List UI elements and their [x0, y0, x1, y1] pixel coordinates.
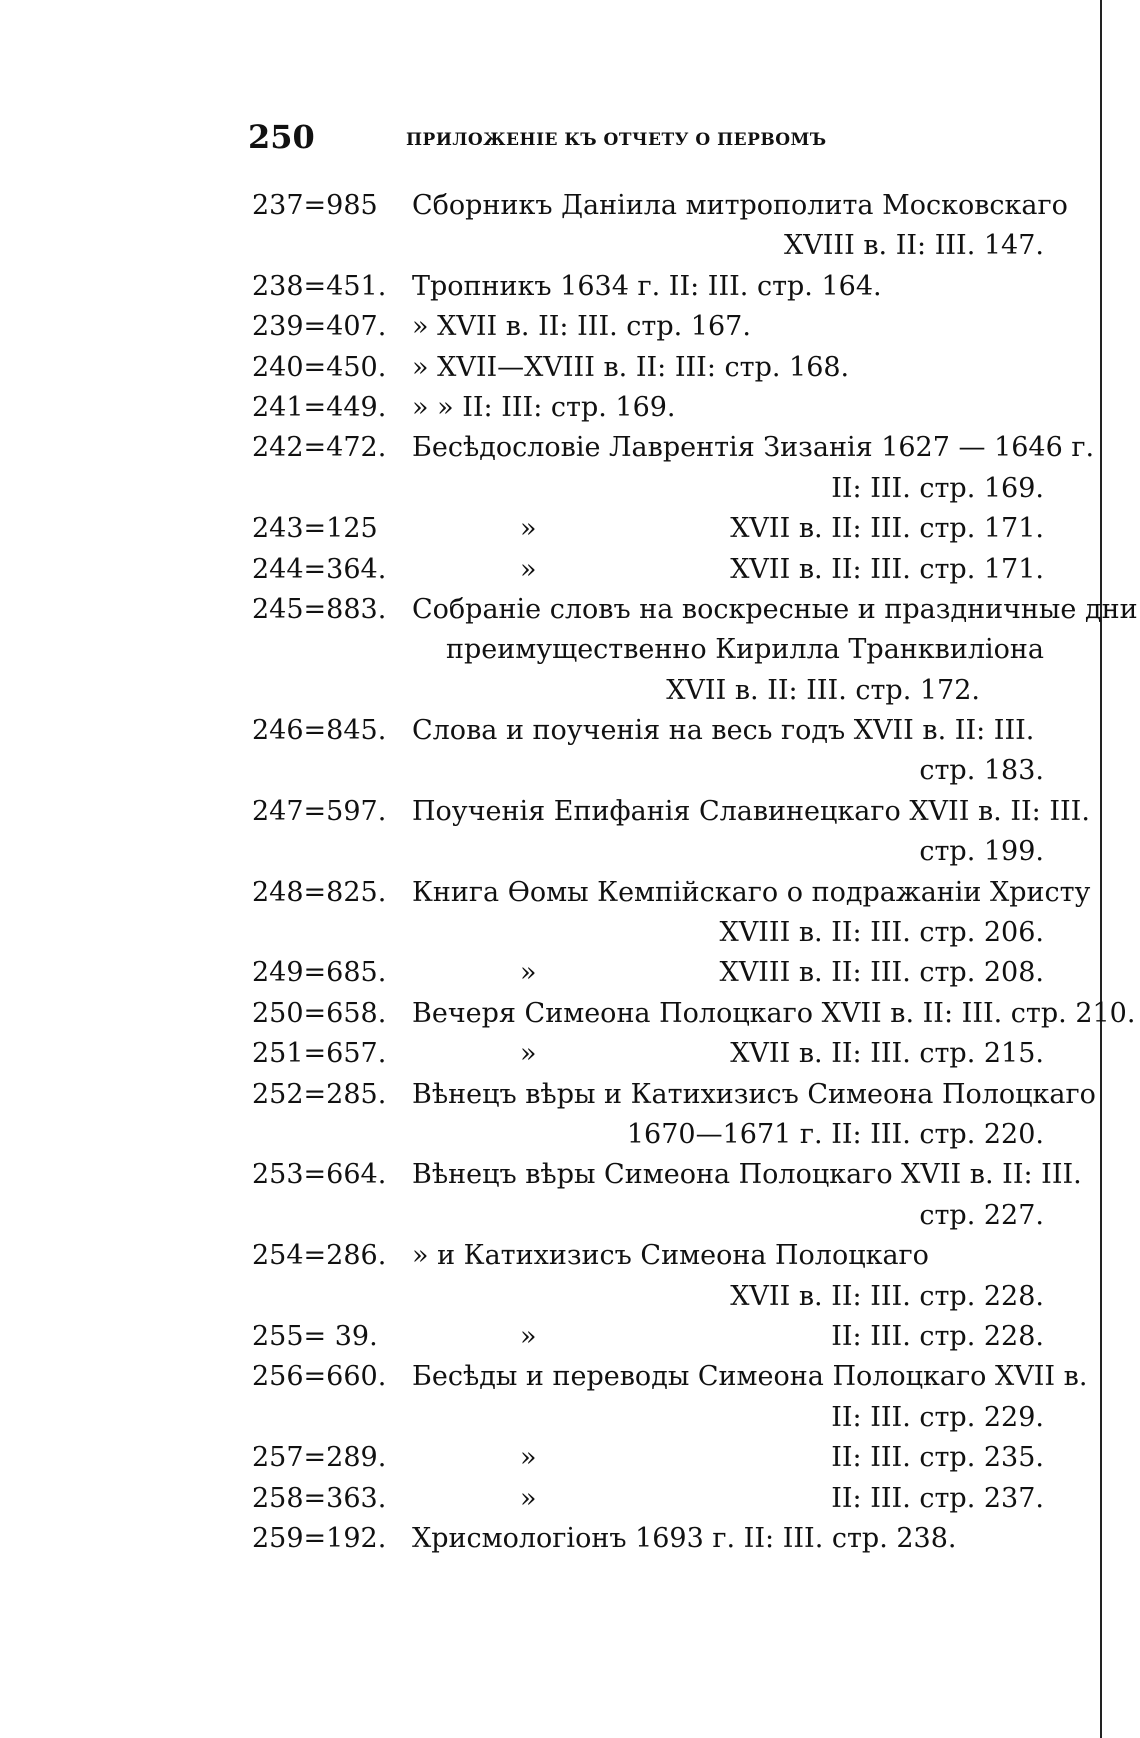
entry-description: Слова и поученія на весь годъ XVII в. II: III.: [412, 715, 1035, 747]
entry-line: [252, 1357, 1088, 1397]
page-number: 250: [248, 118, 315, 156]
entry-continuation-line: [252, 1115, 1044, 1155]
entry-description: »: [520, 553, 537, 585]
entry-number: 246=845.: [252, 715, 387, 747]
entry-line: [252, 1317, 1044, 1357]
entry-line: [252, 1438, 1044, 1478]
entry-citation: XVIII в. II: III. стр. 206.: [719, 917, 1044, 949]
entry-line: [252, 1034, 1044, 1074]
entry-number: 245=883.: [252, 593, 387, 625]
entry-citation: XVII в. II: III. стр. 215.: [730, 1038, 1044, 1070]
entry-continuation-line: [252, 913, 1044, 953]
entry-line: [252, 307, 1044, 347]
entry-citation: II: III. стр. 228.: [831, 1320, 1044, 1352]
entry-number: 251=657.: [252, 1038, 387, 1070]
entry-line: [252, 1075, 1096, 1115]
entry-citation: стр. 183.: [919, 755, 1044, 787]
entry-citation: II: III. стр. 169.: [831, 472, 1044, 504]
entry-line: [252, 792, 1090, 832]
entry-continuation: преимущественно Кирилла Транквиліона: [445, 634, 1044, 666]
entry-continuation-line: [252, 751, 1044, 791]
entry-number: 249=685.: [252, 957, 387, 989]
entry-description: Вѣнецъ вѣры Симеона Полоцкаго XVII в. II: III.: [412, 1159, 1082, 1191]
entry-line: [252, 873, 1091, 913]
entry-number: 237=985: [252, 190, 378, 221]
entry-description: »: [520, 1038, 537, 1070]
entry-line: [252, 348, 1044, 388]
entry-line: [252, 1479, 1044, 1519]
entry-description: Сборникъ Данiила митрополита Московскаго: [412, 190, 1068, 221]
entry-number: 259=192.: [252, 1522, 387, 1554]
entry-line: [252, 590, 1138, 630]
entry-continuation-line: [252, 671, 1044, 711]
entry-description: » XVII в. II: III. стр. 167.: [412, 311, 751, 343]
entry-number: 243=125: [252, 513, 378, 545]
entry-number: 247=597.: [252, 795, 387, 827]
entry-description: »: [520, 513, 537, 545]
entry-line: [252, 267, 1044, 307]
entry-citation: II: III. стр. 235.: [831, 1442, 1044, 1474]
entry-line: [252, 428, 1095, 468]
entry-line: [252, 550, 1044, 590]
entry-continuation-line: [252, 226, 1044, 266]
entry-citation: XVII в. II: III. стр. 228.: [730, 1280, 1044, 1312]
entry-line: [252, 1155, 1082, 1195]
entry-line: [252, 509, 1044, 549]
entry-number: 239=407.: [252, 311, 387, 343]
entry-citation: стр. 199.: [919, 836, 1044, 868]
entry-number: 252=285.: [252, 1078, 387, 1110]
entry-description: »: [520, 1442, 537, 1474]
entry-number: 258=363.: [252, 1482, 387, 1514]
entry-continuation-line: [252, 469, 1044, 509]
entry-line: [252, 994, 1136, 1034]
entry-description: Вечеря Симеона Полоцкаго XVII в. II: III. стр. 210.: [412, 997, 1136, 1029]
entry-continuation-line: [252, 832, 1044, 872]
entry-number: 242=472.: [252, 432, 387, 464]
entry-list: [252, 186, 1138, 1559]
entry-description: Книга Ѳомы Кемпійскаго о подражаніи Христу: [412, 876, 1091, 908]
page-edge-line: [1100, 0, 1102, 1738]
entry-number: 238=451.: [252, 270, 387, 302]
entry-number: 255= 39.: [252, 1320, 378, 1352]
entry-number: 241=449.: [252, 391, 387, 423]
running-head: ПРИЛОЖЕНІЕ КЪ ОТЧЕТУ О ПЕРВОМЪ: [406, 130, 827, 150]
entry-description: » » II: III: стр. 169.: [412, 391, 676, 423]
entry-description: Тропникъ 1634 г. II: III. стр. 164.: [412, 270, 882, 302]
entry-citation: XVII в. II: III. стр. 172.: [666, 674, 980, 706]
entry-citation: XVII в. II: III. стр. 171.: [730, 553, 1044, 585]
entry-number: 256=660.: [252, 1361, 387, 1393]
entry-line: [252, 186, 1068, 226]
page-header: [248, 118, 1038, 158]
entry-citation: XVII в. II: III. стр. 171.: [730, 513, 1044, 545]
entry-description: »: [520, 1482, 537, 1514]
entry-number: 253=664.: [252, 1159, 387, 1191]
entry-citation: стр. 227.: [919, 1199, 1044, 1231]
entry-citation: II: III. стр. 237.: [831, 1482, 1044, 1514]
entry-description: »: [520, 1320, 537, 1352]
entry-line: [252, 1519, 1044, 1559]
entry-citation: II: III. стр. 229.: [831, 1401, 1044, 1433]
entry-line: [252, 388, 1044, 428]
entry-description: Вѣнецъ вѣры и Катихизисъ Симеона Полоцкаго: [412, 1078, 1096, 1110]
entry-number: 240=450.: [252, 351, 387, 383]
entry-citation: XVIII в. II: III. стр. 208.: [719, 957, 1044, 989]
entry-description: »: [520, 957, 537, 989]
entry-description: Хрисмологіонъ 1693 г. II: III. стр. 238.: [412, 1522, 957, 1554]
entry-line: [252, 1236, 1044, 1276]
entry-citation: 1670—1671 г. II: III. стр. 220.: [626, 1118, 1044, 1150]
entry-description: Бесѣды и переводы Симеона Полоцкаго XVII в.: [412, 1361, 1088, 1393]
entry-description: Бесѣдословіе Лаврентія Зизанія 1627 — 1646 г.: [412, 432, 1095, 464]
entry-line: [252, 711, 1044, 751]
entry-number: 250=658.: [252, 997, 387, 1029]
entry-number: 254=286.: [252, 1240, 387, 1272]
entry-continuation-line: [252, 1398, 1044, 1438]
entry-number: 257=289.: [252, 1442, 387, 1474]
entry-description: Поученія Епифанія Славинецкаго XVII в. II: III.: [412, 795, 1090, 827]
entry-description: » XVII—XVIII в. II: III: стр. 168.: [412, 351, 850, 383]
entry-number: 244=364.: [252, 553, 387, 585]
entry-continuation-line: [252, 1196, 1044, 1236]
entry-continuation-line: [252, 1277, 1044, 1317]
entry-citation: XVIII в. II: III. 147.: [784, 230, 1044, 262]
entry-line: [252, 953, 1044, 993]
entry-description: Собраніе словъ на воскресные и праздничные дни: [412, 593, 1138, 625]
entry-number: 248=825.: [252, 876, 387, 908]
entry-continuation-line: [252, 630, 1044, 670]
entry-description: » и Катихизисъ Симеона Полоцкаго: [412, 1240, 929, 1272]
